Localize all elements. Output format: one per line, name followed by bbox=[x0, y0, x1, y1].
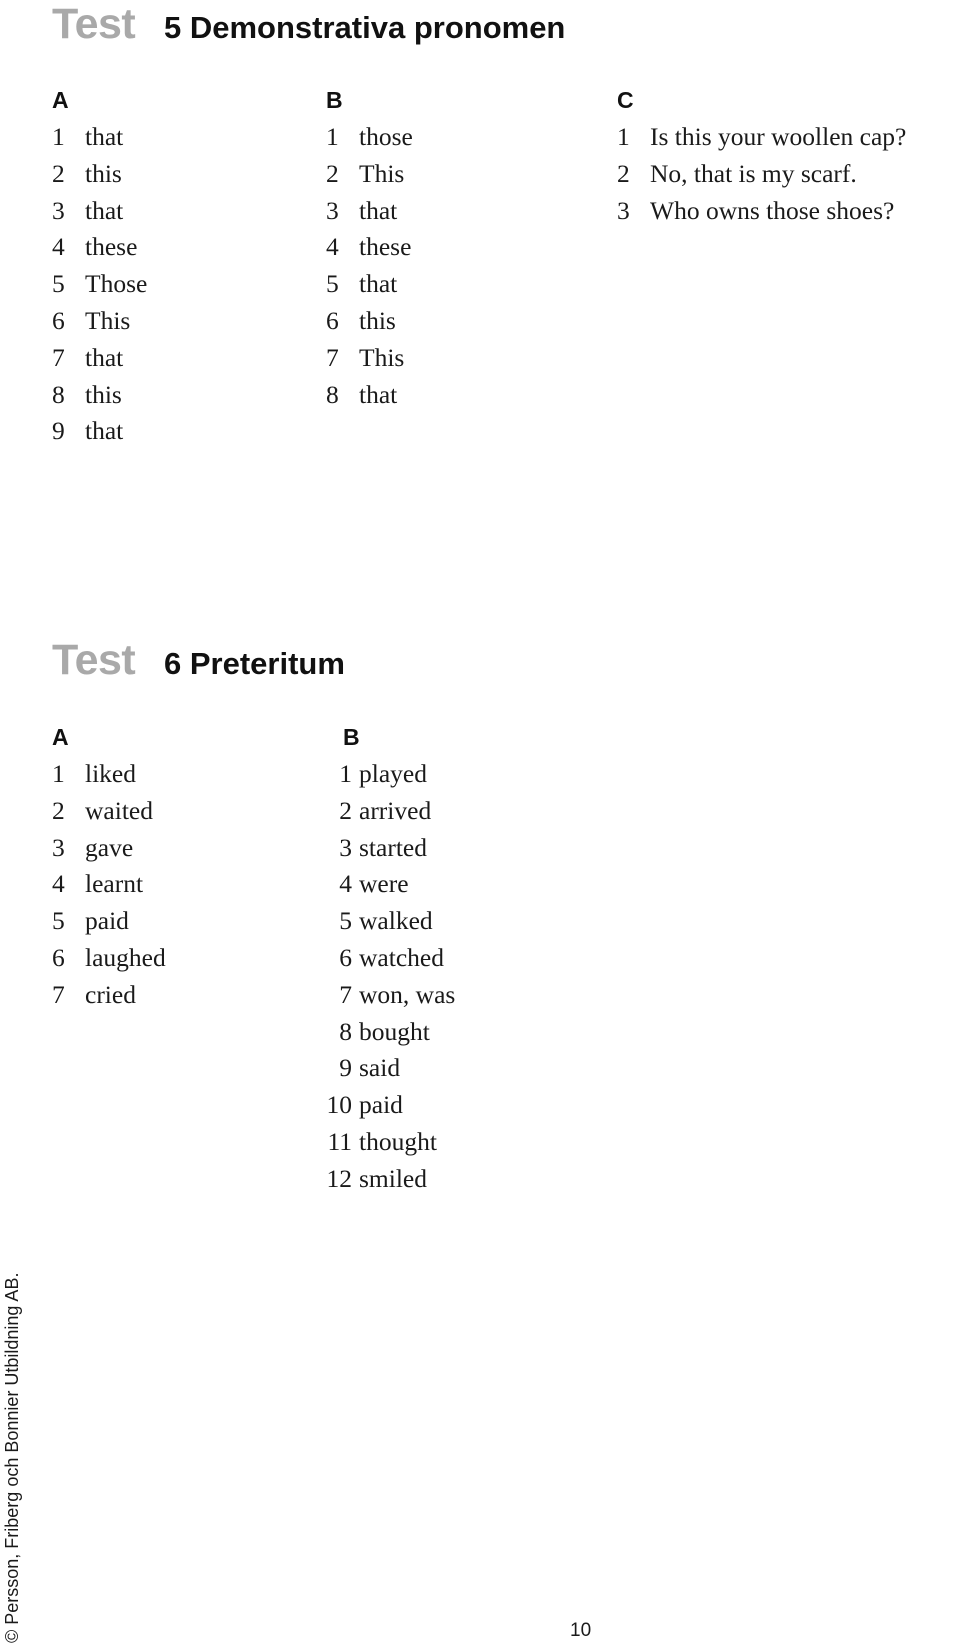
test5-test-word: Test bbox=[52, 0, 136, 48]
item-number: 1 bbox=[52, 759, 65, 788]
item-answer: this bbox=[85, 379, 122, 409]
item-answer: gave bbox=[85, 832, 134, 862]
test5-column-a-list bbox=[52, 122, 147, 453]
item-answer: that bbox=[85, 342, 124, 372]
item-number: 1 bbox=[339, 759, 352, 788]
item-answer: that bbox=[85, 195, 124, 225]
item-number: 2 bbox=[326, 158, 339, 188]
item-answer: arrived bbox=[359, 795, 432, 825]
item-answer: that bbox=[85, 122, 124, 151]
item-answer: those bbox=[359, 122, 413, 151]
item-number: 7 bbox=[339, 979, 352, 1009]
item-number: 4 bbox=[339, 869, 352, 899]
test5-column-c bbox=[617, 85, 906, 232]
item-number: 6 bbox=[326, 305, 339, 335]
item-number: 10 bbox=[326, 1090, 352, 1120]
list-item bbox=[326, 833, 455, 870]
item-answer: This bbox=[359, 158, 405, 188]
item-number: 6 bbox=[339, 942, 352, 972]
item-answer: that bbox=[359, 269, 398, 299]
list-item bbox=[326, 759, 455, 796]
item-number: 7 bbox=[326, 342, 339, 372]
test6-column-b-label: B bbox=[343, 724, 360, 750]
item-answer: that bbox=[85, 416, 124, 446]
item-number: 3 bbox=[617, 195, 630, 225]
list-item bbox=[617, 196, 906, 233]
item-number: 7 bbox=[52, 979, 65, 1009]
item-number: 2 bbox=[52, 158, 65, 188]
item-answer: cried bbox=[85, 979, 136, 1009]
item-number: 5 bbox=[339, 906, 352, 936]
item-number: 3 bbox=[326, 195, 339, 225]
item-number: 3 bbox=[52, 832, 65, 862]
item-number: 3 bbox=[339, 832, 352, 862]
test5-column-a-label: A bbox=[52, 87, 69, 113]
item-number: 6 bbox=[52, 305, 65, 335]
list-item bbox=[326, 1053, 455, 1090]
test5-column-b bbox=[326, 85, 413, 416]
test6-column-a bbox=[52, 722, 166, 1017]
list-item bbox=[617, 159, 906, 196]
test6-title: 6 Preteritum bbox=[164, 646, 345, 681]
item-answer: said bbox=[359, 1053, 401, 1083]
item-answer: walked bbox=[359, 906, 433, 936]
item-answer: This bbox=[85, 305, 131, 335]
item-number: 8 bbox=[339, 1016, 352, 1046]
list-item bbox=[52, 306, 147, 343]
list-item bbox=[326, 869, 455, 906]
item-answer: paid bbox=[359, 1090, 403, 1120]
test6-test-word: Test bbox=[52, 636, 136, 684]
page-number: 10 bbox=[570, 1620, 592, 1641]
list-item bbox=[326, 232, 413, 269]
copyright-notice: © Persson, Friberg och Bonnier Utbildning AB. bbox=[2, 1272, 22, 1643]
item-answer: watched bbox=[359, 942, 444, 972]
test5-column-c-label: C bbox=[617, 87, 634, 113]
list-item bbox=[52, 380, 147, 417]
item-number: 3 bbox=[52, 195, 65, 225]
item-number: 5 bbox=[52, 269, 65, 299]
item-answer: No, that is my scarf. bbox=[650, 158, 857, 188]
item-number: 2 bbox=[339, 795, 352, 825]
test6-column-a-label: A bbox=[52, 724, 69, 750]
item-answer: learnt bbox=[85, 869, 144, 899]
item-answer: This bbox=[359, 342, 405, 372]
item-answer: played bbox=[359, 759, 427, 788]
list-item bbox=[617, 122, 906, 159]
test5-title: 5 Demonstrativa pronomen bbox=[164, 10, 566, 45]
item-answer: this bbox=[85, 158, 122, 188]
test6-column-a-list bbox=[52, 759, 166, 1017]
test5-column-b-label: B bbox=[326, 87, 343, 113]
item-answer: won, was bbox=[359, 979, 456, 1009]
test6-heading bbox=[52, 636, 345, 685]
item-answer: bought bbox=[359, 1016, 430, 1046]
item-answer: paid bbox=[85, 906, 129, 936]
list-item bbox=[52, 869, 166, 906]
item-number: 6 bbox=[52, 942, 65, 972]
list-item bbox=[52, 343, 147, 380]
test6-column-b bbox=[326, 722, 456, 1201]
list-item bbox=[326, 1164, 455, 1201]
test5-heading bbox=[52, 0, 565, 49]
list-item bbox=[52, 269, 147, 306]
item-answer: that bbox=[359, 379, 398, 409]
item-answer: Who owns those shoes? bbox=[650, 195, 895, 225]
test5-column-c-list bbox=[617, 122, 906, 232]
item-number: 8 bbox=[326, 379, 339, 409]
item-number: 1 bbox=[617, 122, 630, 151]
item-number: 9 bbox=[339, 1053, 352, 1083]
list-item bbox=[326, 796, 455, 833]
item-answer: Is this your woollen cap? bbox=[650, 122, 907, 151]
item-answer: thought bbox=[359, 1126, 437, 1156]
item-number: 11 bbox=[327, 1126, 352, 1156]
list-item bbox=[326, 906, 455, 943]
list-item bbox=[326, 980, 455, 1017]
list-item bbox=[326, 343, 413, 380]
list-item bbox=[326, 1090, 455, 1127]
list-item bbox=[326, 159, 413, 196]
list-item bbox=[52, 906, 166, 943]
item-number: 1 bbox=[326, 122, 339, 151]
item-number: 2 bbox=[52, 795, 65, 825]
list-item bbox=[326, 269, 413, 306]
item-answer: these bbox=[85, 232, 138, 262]
item-answer: Those bbox=[85, 269, 148, 299]
list-item bbox=[326, 1127, 455, 1164]
test5-column-a bbox=[52, 85, 147, 453]
item-answer: laughed bbox=[85, 942, 166, 972]
item-number: 4 bbox=[326, 232, 339, 262]
item-number: 8 bbox=[52, 379, 65, 409]
list-item bbox=[52, 980, 166, 1017]
list-item bbox=[52, 943, 166, 980]
item-answer: this bbox=[359, 305, 396, 335]
item-answer: waited bbox=[85, 795, 153, 825]
list-item bbox=[326, 380, 413, 417]
item-answer: that bbox=[359, 195, 398, 225]
item-number: 5 bbox=[326, 269, 339, 299]
list-item bbox=[326, 196, 413, 233]
list-item bbox=[52, 833, 166, 870]
list-item bbox=[326, 1017, 455, 1054]
item-number: 12 bbox=[326, 1163, 352, 1193]
item-answer: were bbox=[359, 869, 409, 899]
list-item bbox=[326, 122, 413, 159]
list-item bbox=[326, 943, 455, 980]
list-item bbox=[52, 122, 147, 159]
list-item bbox=[52, 232, 147, 269]
list-item bbox=[52, 196, 147, 233]
list-item bbox=[52, 416, 147, 453]
test5-column-b-list bbox=[326, 122, 413, 416]
item-number: 5 bbox=[52, 906, 65, 936]
item-number: 1 bbox=[52, 122, 65, 151]
list-item bbox=[52, 759, 166, 796]
item-number: 7 bbox=[52, 342, 65, 372]
item-answer: smiled bbox=[359, 1163, 427, 1193]
item-number: 4 bbox=[52, 232, 65, 262]
item-answer: started bbox=[359, 832, 427, 862]
list-item bbox=[52, 159, 147, 196]
item-answer: liked bbox=[85, 759, 136, 788]
item-answer: these bbox=[359, 232, 412, 262]
item-number: 2 bbox=[617, 158, 630, 188]
test6-column-b-list bbox=[326, 759, 455, 1201]
list-item bbox=[52, 796, 166, 833]
item-number: 9 bbox=[52, 416, 65, 446]
item-number: 4 bbox=[52, 869, 65, 899]
list-item bbox=[326, 306, 413, 343]
